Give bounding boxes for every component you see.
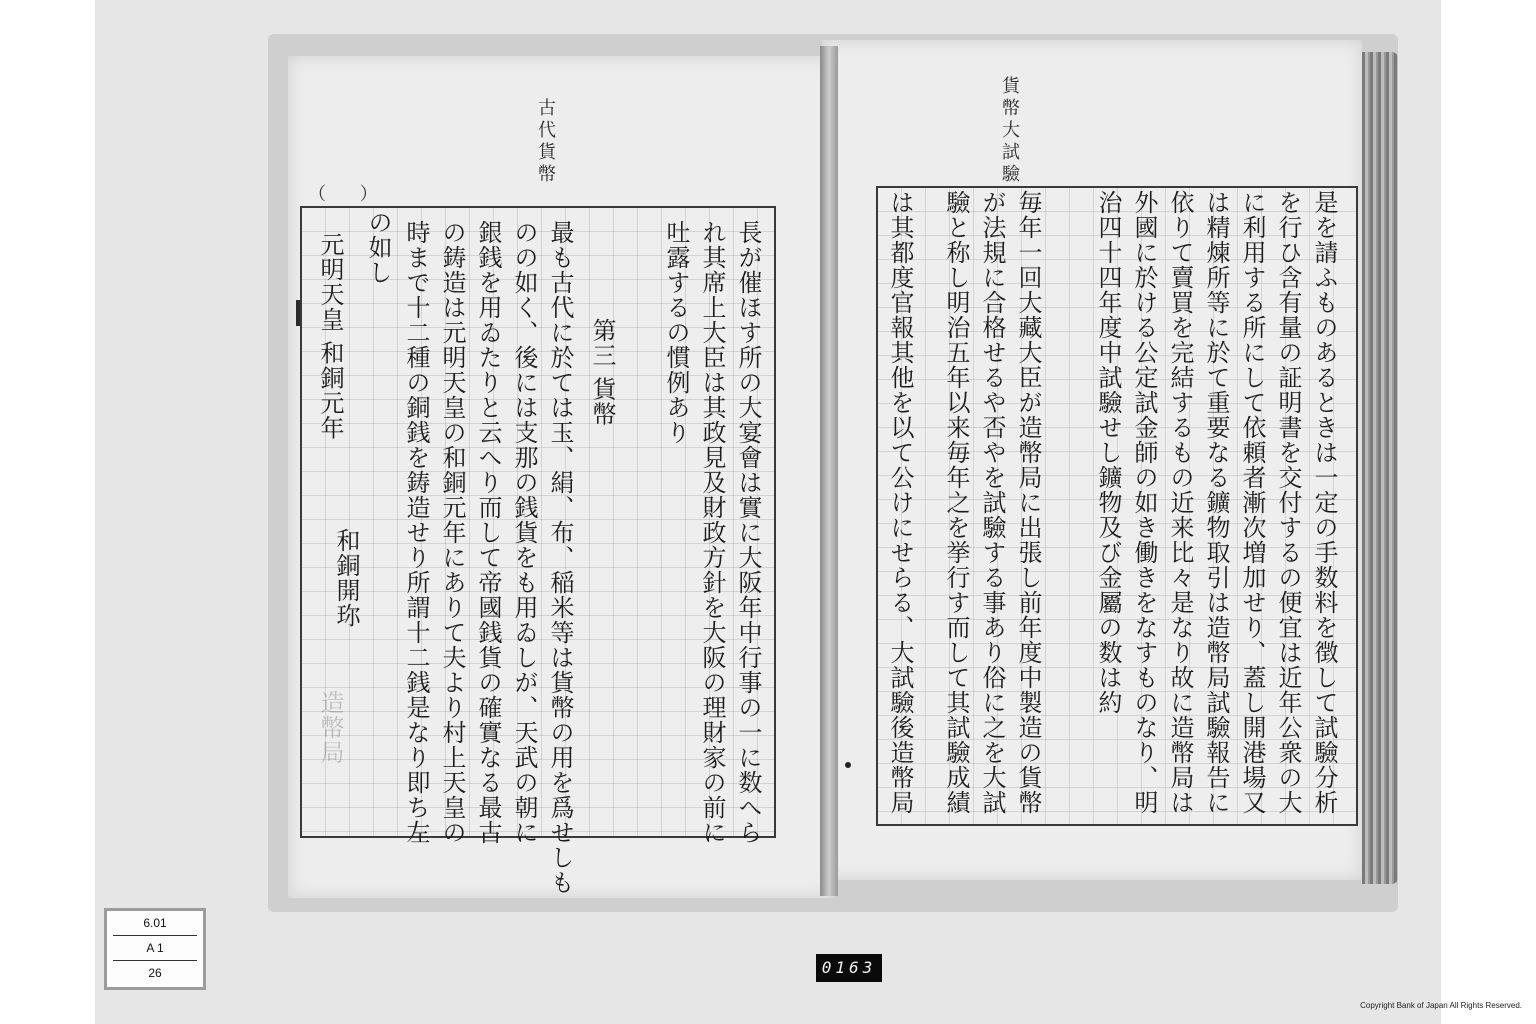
right-column-2: を行ひ含有量の証明書を交付するの便宜は近年公衆の大: [1274, 190, 1302, 815]
label-row-2: A 1: [113, 936, 197, 961]
right-column-4: は精煉所等に於て重要なる鑛物取引は造幣局試驗報告に: [1202, 190, 1230, 815]
right-column-10: 驗と称し明治五年以来毎年之を挙行す而して其試驗成績: [942, 190, 970, 815]
left-column-3: 吐露するの慣例あり: [662, 220, 690, 445]
left-column-2: れ其席上大臣は其政見及財政方針を大阪の理財家の前に: [698, 220, 726, 845]
right-column-8: 毎年一回大藏大臣が造幣局に出張し前年度中製造の貨幣: [1014, 190, 1042, 815]
left-column-11: 元明天皇 和銅元年: [316, 232, 344, 441]
left-column-8: の鋳造は元明天皇の和銅元年にありて夫より村上天皇の: [438, 220, 466, 845]
right-column-9: が法規に合格せるや否やを試驗する事あり俗に之を大試: [978, 190, 1006, 815]
label-row-3: 26: [148, 966, 162, 980]
right-column-3: に利用する所にして依頼者漸次増加せり、蓋し開港場又: [1238, 190, 1266, 815]
right-column-5: 依りて賣買を完結するもの近来比々是なり故に造幣局は: [1166, 190, 1194, 815]
right-column-7: 治四十四年度中試驗せし鑛物及び金屬の数は約: [1094, 190, 1122, 715]
left-column-7: 銀銭を用ゐたりと云へり而して帝國銭貨の確實なる最古: [474, 220, 502, 845]
frame-number: 0163: [816, 954, 882, 982]
right-column-1: 是を請ふものあるときは一定の手数料を徴して試驗分析: [1310, 190, 1338, 815]
left-column-9: 時まで十二種の銅銭を鋳造せり所謂十二銭是なり即ち左: [402, 220, 430, 845]
right-column-11: は其都度官報其他を以て公けにせらる、大試驗後造幣局: [886, 190, 914, 815]
right-column-6: 外國に於ける公定試金師の如き働きをなすものなり、明: [1130, 190, 1158, 815]
left-column-10: の如し: [364, 210, 392, 285]
archive-label-card: [104, 908, 206, 990]
page-edges: [1362, 52, 1398, 884]
copyright-notice: Copyright Bank of Japan All Rights Reserved.: [1360, 1001, 1522, 1010]
book-gutter: [820, 46, 838, 896]
left-column-1: 長が催ほす所の大宴會は實に大阪年中行事の一に数へら: [734, 220, 762, 845]
ink-dot: [845, 762, 851, 768]
left-page-parenthesis: （ ）: [308, 184, 392, 205]
left-column-12: 和銅開珎: [332, 528, 360, 628]
right-page-heading: 貨幣大試驗: [999, 76, 1020, 186]
label-row-1: 6.01: [113, 911, 197, 936]
marginal-stamp: 造幣局: [316, 690, 344, 765]
left-page-heading: 古代貨幣: [535, 98, 556, 186]
left-column-5: 最も古代に於ては玉、絹、布、稲米等は貨幣の用を爲せしも: [546, 220, 574, 895]
left-section-title: 第三 貨幣: [588, 318, 616, 427]
left-column-6: のの如く、後には支那の銭貨をも用ゐしが、天武の朝に: [510, 220, 538, 845]
